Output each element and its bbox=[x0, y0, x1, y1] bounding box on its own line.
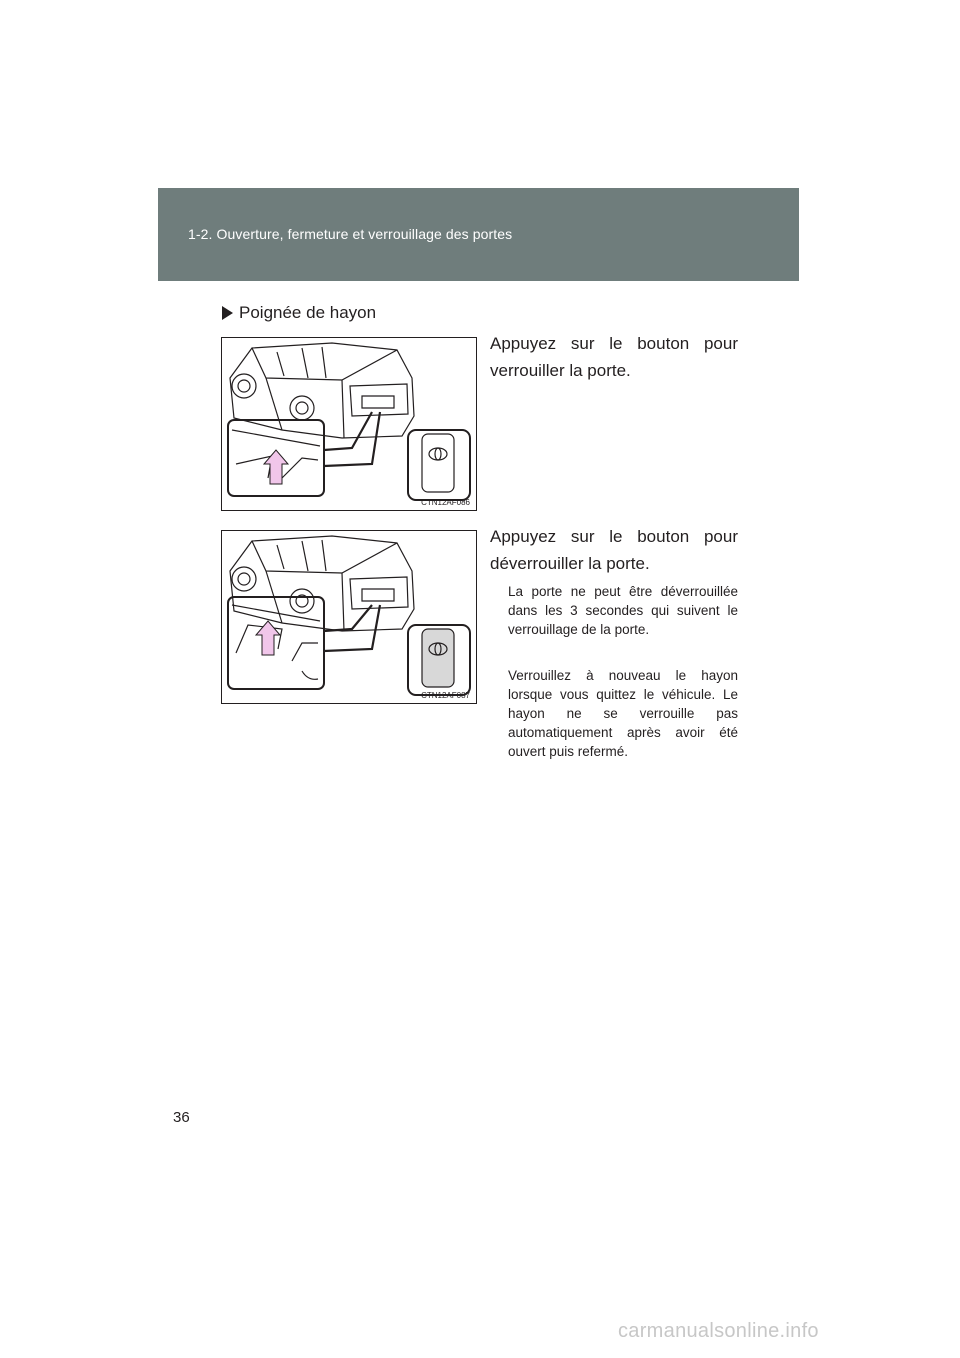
note-unlock-delay: La porte ne peut être déverrouillée dans les 3 secondes qui suivent le verrouillage de la porte. bbox=[508, 584, 738, 637]
bullet-triangle-icon bbox=[222, 306, 233, 320]
tailgate-lock-illustration bbox=[222, 338, 477, 511]
note-relock-tailgate: Verrouillez à nouveau le hayon lorsque vous quittez le véhicule. Le hayon ne se verrouille pas automatiquement après avoir été ouvert puis refermé. bbox=[508, 668, 738, 759]
section-heading bbox=[222, 303, 376, 323]
figure-code: CTN12AF087 bbox=[421, 691, 470, 700]
section-title: 1-2. Ouverture, fermeture et verrouillage des portes bbox=[188, 226, 513, 242]
figure-lock bbox=[221, 337, 477, 511]
figure-code: CTN12AF086 bbox=[421, 498, 470, 507]
page-number: 36 bbox=[173, 1109, 190, 1126]
watermark: carmanualsonline.info bbox=[618, 1320, 819, 1342]
instruction-lock: Appuyez sur le bouton pour verrouiller la porte. bbox=[490, 334, 738, 380]
tailgate-unlock-illustration bbox=[222, 531, 477, 704]
instruction-unlock: Appuyez sur le bouton pour déverrouiller la porte. bbox=[490, 527, 738, 573]
figure-unlock bbox=[221, 530, 477, 704]
section-heading-text: Poignée de hayon bbox=[239, 303, 377, 322]
header-band bbox=[158, 188, 799, 281]
